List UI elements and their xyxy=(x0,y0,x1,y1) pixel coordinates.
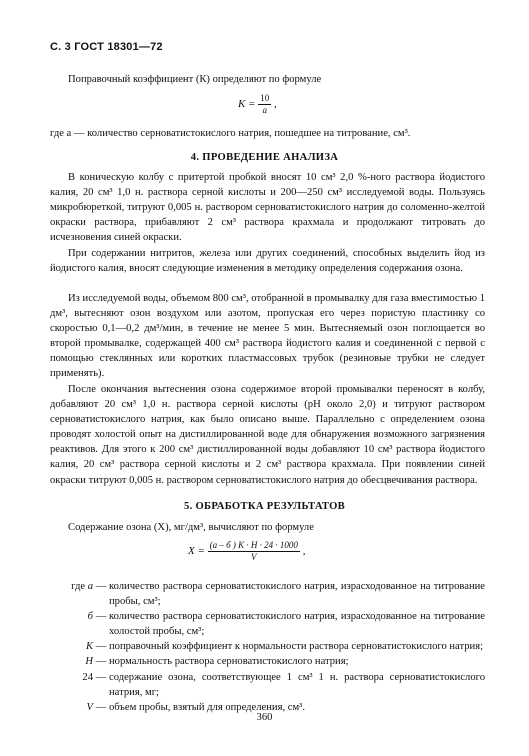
section-4-paragraph-1: В коническую колбу с притертой пробкой вносят 10 см³ 2,0 %-ного раствора йодистого калия, 20 см³ 1,0 н. раствора серной кислоты и 200—250 см³ исследуемой воды. Пользуясь микробюреткой, титруют 0,005 н. раствором серноватистокислого натрия до соломенно-желтой окраски раствора, прибавляют 2 см³ раствора крахмала и продолжают титровать до исчезновения синей окраски. xyxy=(50,172,485,244)
definition-dash: — xyxy=(95,656,107,668)
ozone-formula-comma: , xyxy=(302,545,306,558)
definition-item xyxy=(50,670,485,700)
definition-symbol-text: V xyxy=(86,701,93,713)
definition-symbol-text: б xyxy=(87,611,93,623)
coef-formula-numerator: 10 xyxy=(260,93,270,103)
definition-text: содержание озона, соответствующее 1 см³ 1 н. раствора серноватистокислого натрия, мг; xyxy=(109,671,485,698)
coef-formula xyxy=(238,93,277,116)
variable-definitions xyxy=(50,579,485,715)
definition-text: количество раствора серноватистокислого натрия, израсходованное на титрование пробы, см³; xyxy=(109,581,485,608)
coef-formula-fraction xyxy=(258,93,271,116)
ozone-formula-lhs: X = xyxy=(188,545,205,558)
definition-text: объем пробы, взятый для определения, см³. xyxy=(109,701,305,713)
definition-text: нормальность раствора серноватистокислого натрия; xyxy=(109,656,349,668)
section-4-paragraph-4: После окончания вытеснения озона содержимое второй промывалки переносят в колбу, добавляют 20 см³ 1,0 н. раствора серной кислоты (рН около 2,0) и титруют раствором серноватистокислого натрия, как было описано выше. Параллельно с определением озона проводят холостой опыт на дистиллированной воде для обнаружения возможного загрязнения реактивов. Для этого к 200 см³ дистиллированной воды добавляют 10 см³ раствора йодистого калия, 20 см³ раствора серной кислоты и 2 см³ раствора крахмала. При появлении синей окраски титруют 0,005 н. раствором серноватистокислого натрия до обесцвечивания раствора. xyxy=(50,384,485,486)
section-4-paragraph-3: Из исследуемой воды, объемом 800 см³, отобранной в промывалку для газа вместимостью 1 дм³, вытесняют озон воздухом или азотом, пропуская его через пористую пластинку со скоростью 0,1—0,2 дм³/мин, в течение не менее 5 мин. Вытесняемый озон поглощается во второй промывалке, содержащей 400 см³ раствора йодистого калия и соединенной с первой с помощью стеклянных или коротких пластмассовых трубок (резиновые трубки не следует применять). xyxy=(50,293,485,380)
definition-symbol-text: Н xyxy=(85,656,93,668)
definition-item xyxy=(50,639,485,654)
definition-symbol-text: а xyxy=(87,581,93,592)
definition-text: количество раствора серноватистокислого натрия, израсходованное на титрование холостой пробы, см³; xyxy=(109,611,485,638)
coef-formula-lhs: К = xyxy=(238,98,256,111)
ozone-formula-numerator: (а – б ) K · H · 24 · 1000 xyxy=(209,540,298,550)
definition-symbol-text: К xyxy=(85,641,93,653)
page-header: С. 3 ГОСТ 18301—72 xyxy=(50,41,163,53)
section-4-paragraph-2: При содержании нитритов, железа или других соединений, способных выделить йод из йодистого калия, вносят следующие изменения в методику определения содержания озона. xyxy=(50,248,485,275)
coef-formula-comma: , xyxy=(273,98,277,111)
definition-dash: — xyxy=(95,641,107,653)
definition-symbol-text: 24 xyxy=(82,671,93,683)
definition-symbol xyxy=(50,654,93,669)
definition-item xyxy=(50,609,485,639)
definition-item xyxy=(50,579,485,609)
section-5-title: 5. ОБРАБОТКА РЕЗУЛЬТАТОВ xyxy=(184,501,345,512)
coef-formula-denominator: a xyxy=(262,105,267,115)
ozone-formula-fraction xyxy=(208,540,300,563)
definition-dash: — xyxy=(95,611,107,623)
section-4-title: 4. ПРОВЕДЕНИЕ АНАЛИЗА xyxy=(190,152,339,163)
definition-symbol xyxy=(50,579,93,609)
definition-symbol xyxy=(50,639,93,654)
ozone-formula xyxy=(188,540,305,563)
definition-dash: — xyxy=(95,701,107,713)
definition-dash: — xyxy=(95,581,107,592)
ozone-formula-denominator: V xyxy=(251,552,257,562)
page-number: 360 xyxy=(256,712,273,723)
section-5-intro: Содержание озона (X), мг/дм³, вычисляют по формуле xyxy=(68,522,314,533)
definition-symbol xyxy=(50,609,93,639)
definition-symbol xyxy=(50,670,93,700)
definition-item xyxy=(50,654,485,669)
definition-text: поправочный коэффициент к нормальности раствора серноватистокислого натрия; xyxy=(109,641,484,653)
coef-intro-text: Поправочный коэффициент (К) определяют по формуле xyxy=(68,74,322,85)
definition-dash: — xyxy=(95,671,107,683)
coef-where-text: где а — количество серноватистокислого натрия, пошедшее на титрование, см³. xyxy=(50,128,411,139)
where-label: где xyxy=(71,581,86,592)
